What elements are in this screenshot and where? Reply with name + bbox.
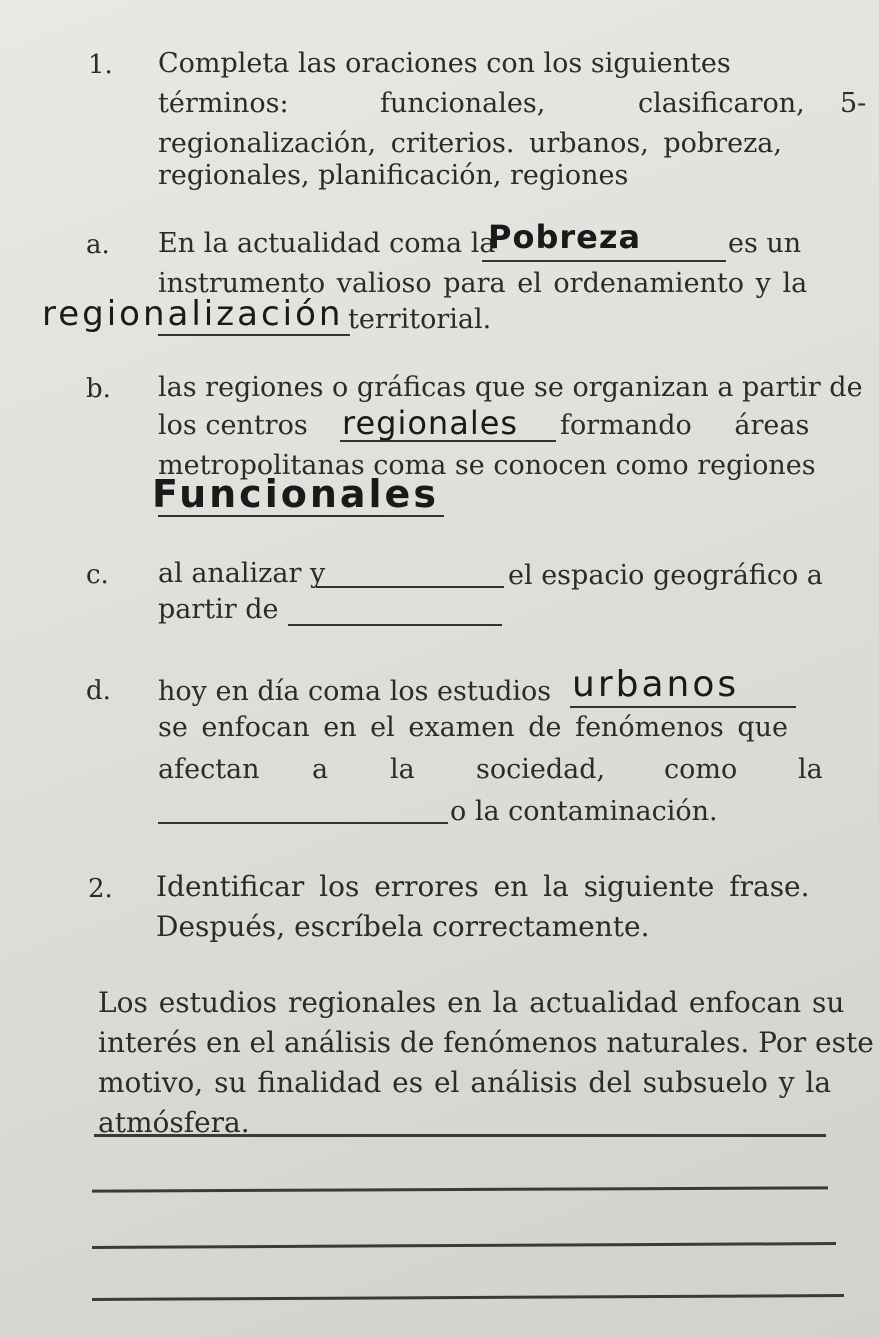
item-a-line-1: En la actualidad coma la <box>158 228 496 259</box>
question-1-line-3: regionalización, criterios. urbanos, pobreza, <box>158 128 782 159</box>
paragraph-line-3: motivo, su finalidad es el análisis del subsuelo y la <box>98 1066 832 1099</box>
question-2-number: 2. <box>88 874 113 904</box>
question-2-line-1: Identificar los errores en la siguiente frase. <box>156 870 810 903</box>
d-word-afectan: afectan <box>158 754 260 785</box>
question-1-line-1 <box>158 48 794 79</box>
item-a-line-2: instrumento valioso para el ordenamiento y la <box>158 268 808 299</box>
question-1-line-4: regionales, planificación, regiones <box>158 160 629 191</box>
item-d-line-1: hoy en día coma los estudios <box>158 676 552 707</box>
d-word-la-2: la <box>798 754 823 785</box>
item-c-blank-1[interactable] <box>316 586 504 588</box>
paragraph-line-1: Los estudios regionales en la actualidad enfocan su <box>98 986 845 1019</box>
item-d-line-2: se enfocan en el examen de fenómenos que <box>158 712 789 743</box>
answer-rule-2[interactable] <box>92 1186 828 1192</box>
d-word-como: como <box>664 754 738 785</box>
item-b-answer-1: regionales <box>342 404 519 442</box>
item-a-line-1-end: es un <box>728 228 802 259</box>
term-5: 5- <box>840 88 867 119</box>
q1-text-1: Completa las oraciones con los siguientes <box>158 48 731 79</box>
item-c-line-1-end: el espacio geográfico a <box>508 560 823 591</box>
item-a-answer-1: Pobreza <box>488 218 642 256</box>
question-2-line-2: Después, escríbela correctamente. <box>156 910 650 943</box>
item-b-letter: b. <box>86 374 111 404</box>
item-c-line-2: partir de <box>158 594 279 625</box>
paragraph-line-2: interés en el análisis de fenómenos naturales. Por este <box>98 1026 874 1059</box>
item-b-line-1: las regiones o gráficas que se organizan a partir de <box>158 372 863 403</box>
item-b-line-2: los centros <box>158 410 308 441</box>
item-b-line-2-end: formando áreas <box>560 410 810 441</box>
item-c-line-1: al analizar y <box>158 558 326 589</box>
term-clasificaron: clasificaron, <box>638 88 805 119</box>
item-a-letter: a. <box>86 230 110 260</box>
item-b-answer-2: Funcionales <box>152 472 439 516</box>
term-funcionales: funcionales, <box>380 88 546 119</box>
item-a-blank-2[interactable] <box>158 334 350 336</box>
item-a-blank-1[interactable] <box>482 260 726 262</box>
answer-rule-4[interactable] <box>92 1294 844 1301</box>
d-word-a: a <box>312 754 329 785</box>
question-1-number: 1. <box>88 50 113 80</box>
paragraph-line-4: atmósfera. <box>98 1106 250 1139</box>
answer-rule-1[interactable] <box>94 1134 826 1137</box>
item-b-line-3: metropolitanas coma se conocen como regiones <box>158 450 816 481</box>
item-a-answer-2: regionalización <box>42 294 344 334</box>
item-c-blank-2[interactable] <box>288 624 502 626</box>
d-word-la: la <box>390 754 415 785</box>
item-d-letter: d. <box>86 676 111 706</box>
term-terminos: términos: <box>158 88 289 119</box>
item-d-answer-1: urbanos <box>572 664 740 705</box>
answer-rule-3[interactable] <box>92 1242 836 1249</box>
item-d-blank-2[interactable] <box>158 822 448 824</box>
item-a-line-3: territorial. <box>348 304 492 335</box>
item-c-letter: c. <box>86 560 109 590</box>
item-d-blank-1[interactable] <box>570 706 796 708</box>
d-word-sociedad: sociedad, <box>476 754 606 785</box>
item-d-line-4: o la contaminación. <box>450 796 718 827</box>
